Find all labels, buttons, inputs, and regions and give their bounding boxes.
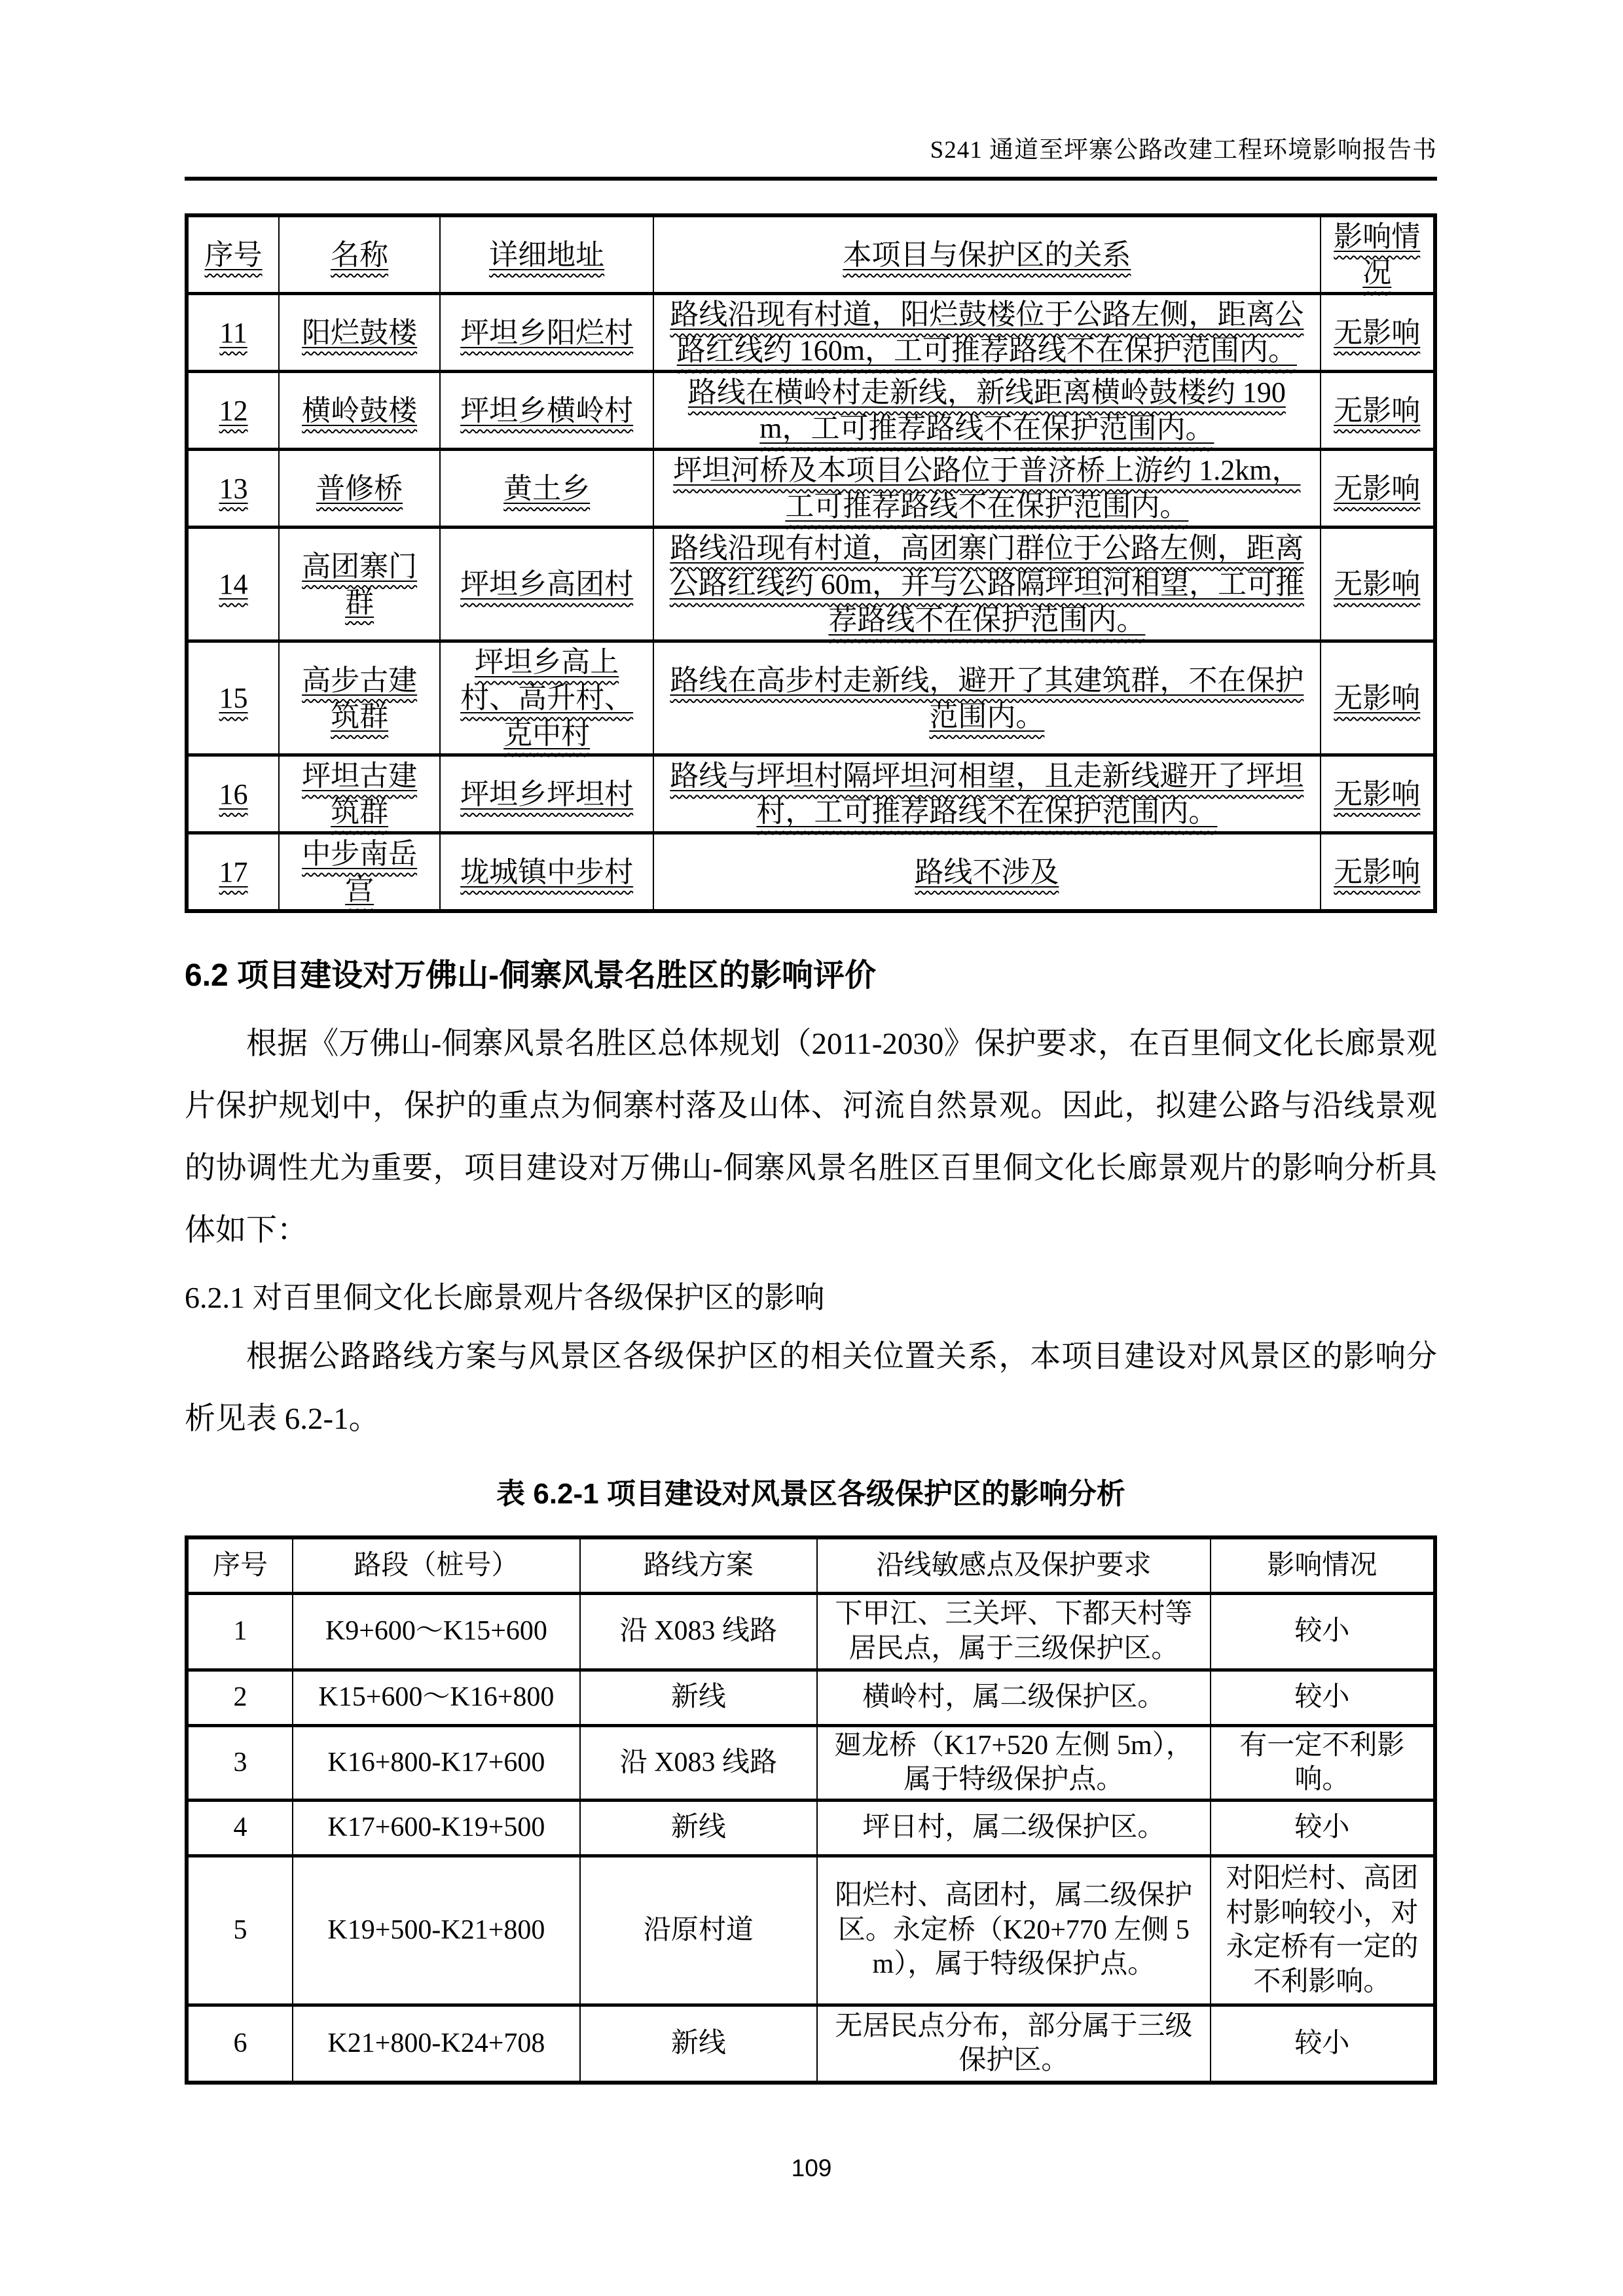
cell-sensitive-points: 下甲江、三关坪、下都天村等居民点，属于三级保护区。 xyxy=(817,1593,1211,1670)
table-row xyxy=(187,450,1435,528)
cell-address: 垅城镇中步村 xyxy=(440,833,653,912)
column-header-name: 名称 xyxy=(279,215,440,294)
cell-name: 横岭鼓楼 xyxy=(279,372,440,450)
cell-segment: K17+600-K19+500 xyxy=(293,1800,580,1856)
cell-seq: 5 xyxy=(187,1856,293,2005)
cell-impact: 较小 xyxy=(1211,2005,1435,2083)
cell-name: 高步古建筑群 xyxy=(279,641,440,755)
cell-relation: 坪坦河桥及本项目公路位于普济桥上游约 1.2km，工可推荐路线不在保护范围内。 xyxy=(653,450,1320,528)
column-header-impact: 影响情况 xyxy=(1211,1537,1435,1593)
cell-relation: 路线与坪坦村隔坪坦河相望，且走新线避开了坪坦村，工可推荐路线不在保护范围内。 xyxy=(653,755,1320,833)
column-header-sensitive-points: 沿线敏感点及保护要求 xyxy=(817,1537,1211,1593)
cell-seq: 12 xyxy=(187,372,279,450)
cell-impact: 有一定不利影响。 xyxy=(1211,1725,1435,1800)
table-row xyxy=(187,1670,1435,1725)
table-row xyxy=(187,1800,1435,1856)
table-row xyxy=(187,1856,1435,2005)
cell-impact: 无影响 xyxy=(1321,528,1435,641)
cell-impact: 无影响 xyxy=(1321,833,1435,912)
cell-route-plan: 沿 X083 线路 xyxy=(580,1725,817,1800)
cell-segment: K9+600～K15+600 xyxy=(293,1593,580,1670)
cell-address: 黄土乡 xyxy=(440,450,653,528)
table-row xyxy=(187,2005,1435,2083)
cell-impact: 无影响 xyxy=(1321,641,1435,755)
cell-impact: 无影响 xyxy=(1321,450,1435,528)
cell-name: 中步南岳宫 xyxy=(279,833,440,912)
cell-segment: K21+800-K24+708 xyxy=(293,2005,580,2083)
cell-segment: K16+800-K17+600 xyxy=(293,1725,580,1800)
table-row xyxy=(187,833,1435,912)
cell-seq: 6 xyxy=(187,2005,293,2083)
cell-sensitive-points: 横岭村，属二级保护区。 xyxy=(817,1670,1211,1725)
column-header-seq: 序号 xyxy=(187,1537,293,1593)
column-header-relation: 本项目与保护区的关系 xyxy=(653,215,1320,294)
cell-impact: 较小 xyxy=(1211,1800,1435,1856)
table-row xyxy=(187,294,1435,372)
cell-address: 坪坦乡坪坦村 xyxy=(440,755,653,833)
cell-seq: 11 xyxy=(187,294,279,372)
cell-relation: 路线不涉及 xyxy=(653,833,1320,912)
column-header-address: 详细地址 xyxy=(440,215,653,294)
paragraph-6-2-intro: 根据《万佛山-侗寨风景名胜区总体规划（2011-2030》保护要求，在百里侗文化长廊景观片保护规划中，保护的重点为侗寨村落及山体、河流自然景观。因此，拟建公路与沿线景观的协调性尤为重要，项目建设对万佛山-侗寨风景名胜区百里侗文化长廊景观片的影响分析具体如下： xyxy=(185,1027,1437,1247)
cell-segment: K15+600～K16+800 xyxy=(293,1670,580,1725)
cell-relation: 路线沿现有村道，高团寨门群位于公路左侧，距离公路红线约 60m，并与公路隔坪坦河相望，工可推荐路线不在保护范围内。 xyxy=(653,528,1320,641)
table-row xyxy=(187,1725,1435,1800)
cell-impact: 对阳烂村、高团村影响较小，对永定桥有一定的不利影响。 xyxy=(1211,1856,1435,2005)
cell-segment: K19+500-K21+800 xyxy=(293,1856,580,2005)
table-6-2-1-caption: 表 6.2-1 项目建设对风景区各级保护区的影响分析 xyxy=(496,1478,1125,1510)
table-row xyxy=(187,641,1435,755)
page-content xyxy=(185,130,1437,2085)
table-row xyxy=(187,528,1435,641)
cell-relation: 路线在横岭村走新线，新线距离横岭鼓楼约 190m，工可推荐路线不在保护范围内。 xyxy=(653,372,1320,450)
cell-impact: 无影响 xyxy=(1321,755,1435,833)
cell-name: 阳烂鼓楼 xyxy=(279,294,440,372)
cell-seq: 2 xyxy=(187,1670,293,1725)
cell-sensitive-points: 阳烂村、高团村，属二级保护区。永定桥（K20+770 左侧 5m），属于特级保护点。 xyxy=(817,1856,1211,2005)
column-header-segment: 路段（桩号） xyxy=(293,1537,580,1593)
cell-seq: 15 xyxy=(187,641,279,755)
cell-impact: 无影响 xyxy=(1321,372,1435,450)
cell-relation: 路线在高步村走新线，避开了其建筑群，不在保护范围内。 xyxy=(653,641,1320,755)
cell-address: 坪坦乡高团村 xyxy=(440,528,653,641)
section-heading-6-2: 6.2 项目建设对万佛山-侗寨风景名胜区的影响评价 xyxy=(185,958,877,993)
cell-sensitive-points: 无居民点分布，部分属于三级保护区。 xyxy=(817,2005,1211,2083)
cell-address: 坪坦乡横岭村 xyxy=(440,372,653,450)
cell-seq: 1 xyxy=(187,1593,293,1670)
cell-name: 高团寨门群 xyxy=(279,528,440,641)
cell-route-plan: 新线 xyxy=(580,1800,817,1856)
table-row xyxy=(187,1593,1435,1670)
cell-sensitive-points: 坪日村，属二级保护区。 xyxy=(817,1800,1211,1856)
page-number: 109 xyxy=(791,2155,832,2181)
cell-seq: 4 xyxy=(187,1800,293,1856)
protected-sites-table xyxy=(185,213,1437,913)
cell-impact: 较小 xyxy=(1211,1593,1435,1670)
column-header-impact: 影响情况 xyxy=(1321,215,1435,294)
cell-address: 坪坦乡阳烂村 xyxy=(440,294,653,372)
document-title: S241 通道至坪寨公路改建工程环境影响报告书 xyxy=(930,137,1437,164)
section-heading-6-2-1: 6.2.1 对百里侗文化长廊景观片各级保护区的影响 xyxy=(185,1281,825,1314)
table-header-row xyxy=(187,1537,1435,1593)
cell-impact: 无影响 xyxy=(1321,294,1435,372)
column-header-route-plan: 路线方案 xyxy=(580,1537,817,1593)
cell-address: 坪坦乡高上村、高升村、克中村 xyxy=(440,641,653,755)
paragraph-6-2-1-intro: 根据公路路线方案与风景区各级保护区的相关位置关系，本项目建设对风景区的影响分析见表 6.2-1。 xyxy=(185,1340,1437,1436)
column-header-seq: 序号 xyxy=(187,215,279,294)
cell-route-plan: 沿原村道 xyxy=(580,1856,817,2005)
cell-name: 坪坦古建筑群 xyxy=(279,755,440,833)
cell-seq: 13 xyxy=(187,450,279,528)
impact-analysis-table xyxy=(185,1535,1437,2085)
cell-seq: 3 xyxy=(187,1725,293,1800)
cell-route-plan: 沿 X083 线路 xyxy=(580,1593,817,1670)
cell-seq: 16 xyxy=(187,755,279,833)
running-header xyxy=(185,130,1437,181)
table-header-row xyxy=(187,215,1435,294)
cell-seq: 14 xyxy=(187,528,279,641)
cell-relation: 路线沿现有村道，阳烂鼓楼位于公路左侧，距离公路红线约 160m，工可推荐路线不在保护范围内。 xyxy=(653,294,1320,372)
table-row xyxy=(187,372,1435,450)
table-row xyxy=(187,755,1435,833)
cell-route-plan: 新线 xyxy=(580,2005,817,2083)
cell-impact: 较小 xyxy=(1211,1670,1435,1725)
cell-name: 普修桥 xyxy=(279,450,440,528)
cell-route-plan: 新线 xyxy=(580,1670,817,1725)
cell-sensitive-points: 廻龙桥（K17+520 左侧 5m），属于特级保护点。 xyxy=(817,1725,1211,1800)
cell-seq: 17 xyxy=(187,833,279,912)
